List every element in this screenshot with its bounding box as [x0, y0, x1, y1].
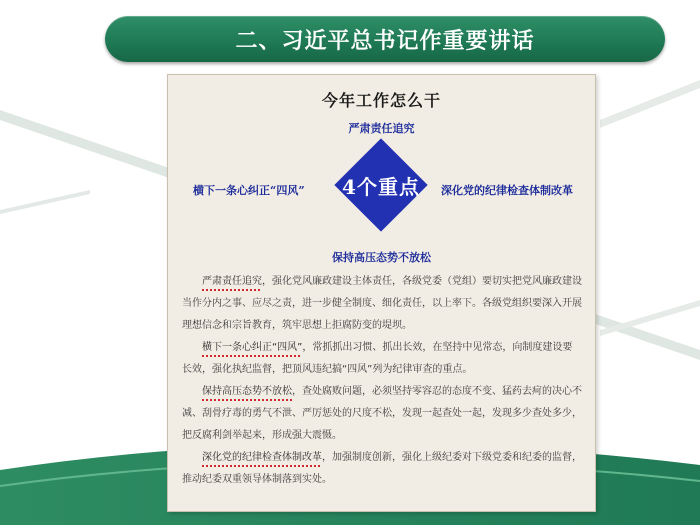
paragraph-lead: 保持高压态势不放松: [202, 386, 292, 397]
card-title: 今年工作怎么干: [321, 91, 441, 110]
point-label-top: 严肃责任追究: [348, 122, 415, 135]
article-body: [182, 271, 582, 491]
paragraph: [182, 447, 582, 491]
diamond-label: 4个重点: [342, 174, 420, 199]
paragraph-text: ，常抓抓出习惯、抓出长效，在坚持中见常态，向制度建设要长效，强化执纪监督，把顶风违纪搞“四风”列为纪律审查的重点。: [182, 342, 573, 375]
paragraph: [182, 337, 582, 381]
paragraph-lead: 深化党的纪律检查体制改革: [202, 452, 322, 463]
paragraph-lead: 严肃责任追究: [202, 276, 262, 287]
point-label-right: 深化党的纪律检查体制改革: [441, 184, 573, 197]
point-label-bottom: 保持高压态势不放松: [332, 251, 431, 264]
section-banner: [105, 16, 665, 62]
paragraph-lead: 横下一条心纠正“四风”: [202, 342, 303, 353]
paragraph: [182, 271, 582, 337]
news-clipping-card: [167, 74, 596, 512]
point-label-left: 横下一条心纠正“四风”: [193, 184, 305, 197]
center-diamond: [334, 138, 428, 232]
paragraph-text: ，强化党风廉政建设主体责任，各级党委（党组）要切实把党风廉政建设当作分内之事、应尽之责，进一步健全制度、细化责任，以上率下。各级党组织要深入开展理想信念和宗旨教育，筑牢思想上拒腐防变的堤坝。: [182, 276, 582, 331]
paragraph: [182, 381, 582, 447]
banner-title: 二、习近平总书记作重要讲话: [235, 28, 535, 54]
paragraph-text: ，查处腐败问题，必须坚持零容忍的态度不变、猛药去疴的决心不减、刮骨疗毒的勇气不泄、严厉惩处的尺度不松，发现一起查处一起，发现多少查处多少，把反腐利剑举起来，形成强大震慑。: [182, 386, 582, 441]
paragraph-text: ，加强制度创新，强化上级纪委对下级党委和纪委的监督，推动纪委双重领导体制落到实处。: [182, 452, 582, 485]
